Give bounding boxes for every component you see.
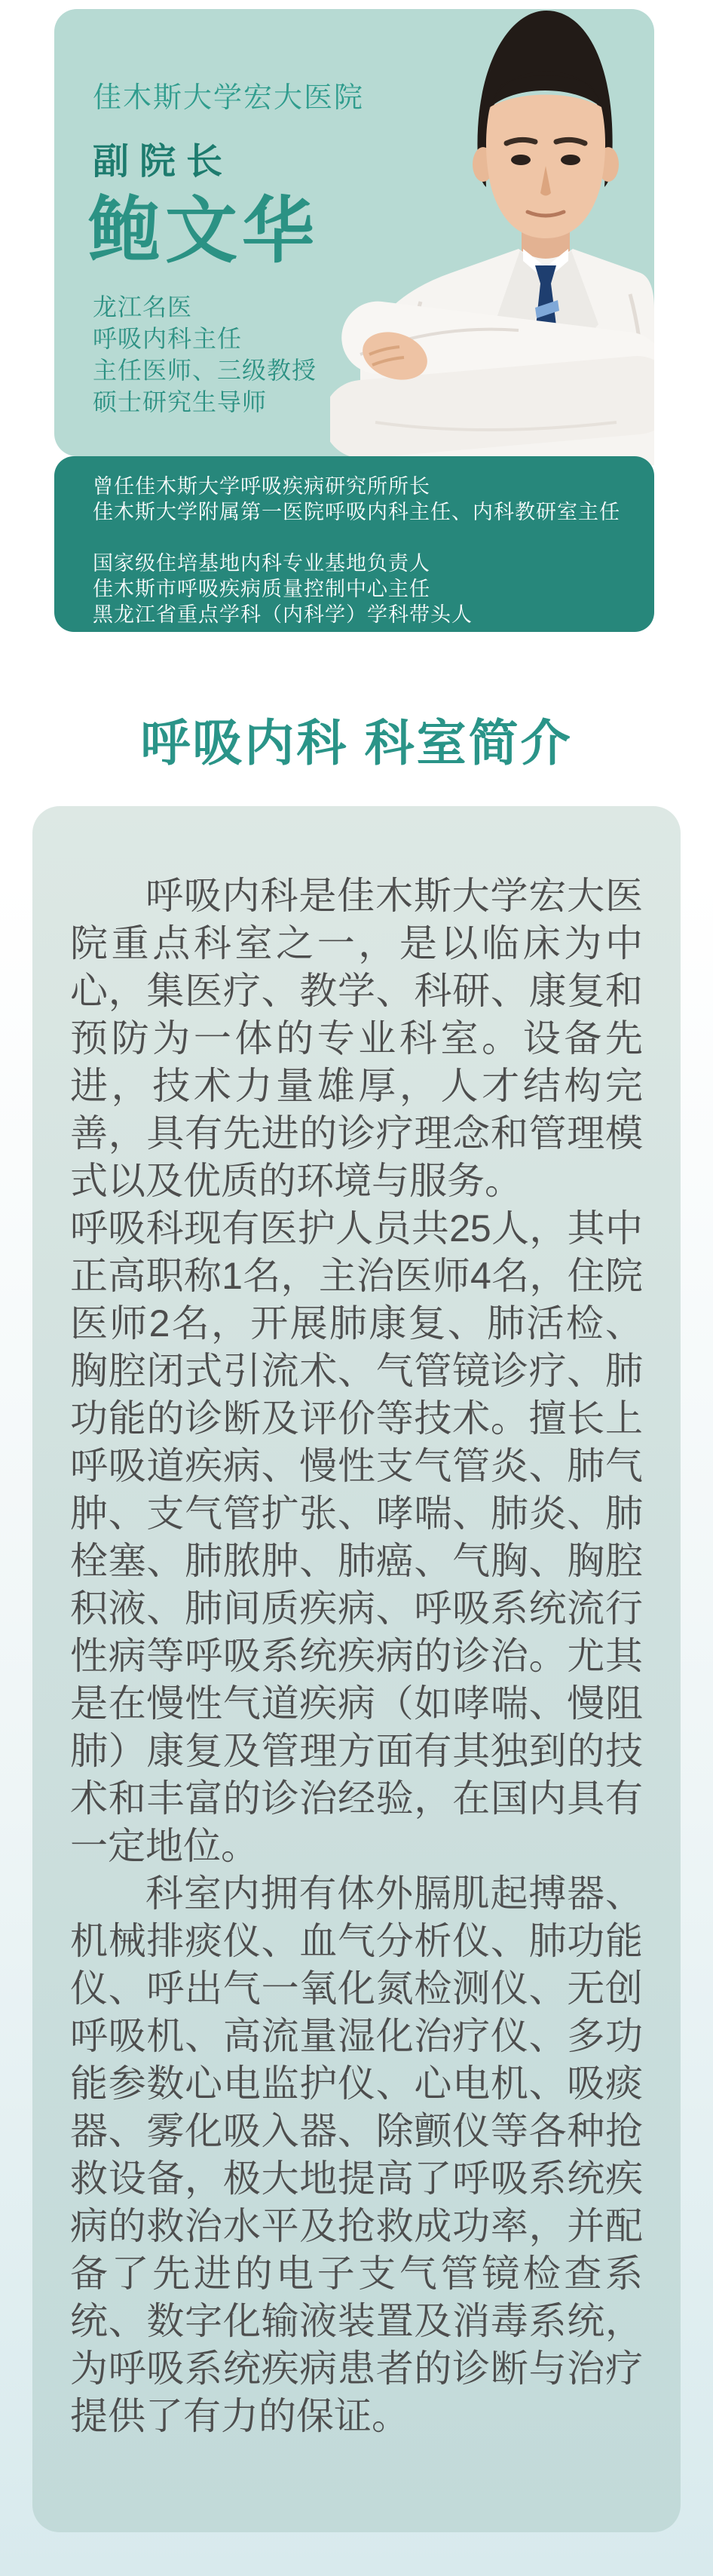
section-title: 呼吸内科 科室简介 <box>140 715 573 771</box>
department-intro-card <box>32 806 681 2532</box>
doctor-profile-card <box>54 9 654 456</box>
achievements-group-past <box>93 474 624 525</box>
achievement-line: 黑龙江省重点学科（内科学）学科带头人 <box>93 603 473 626</box>
hospital-name: 佳木斯大学宏大医院 <box>93 82 365 114</box>
achievement-line: 国家级住培基地内科专业基地负责人 <box>93 552 430 575</box>
intro-paragraph: 科室内拥有体外膈肌起搏器、机械排痰仪、血气分析仪、肺功能仪、呼出气一氧化氮检测仪、无创呼吸机、高流量湿化治疗仪、多功能参数心电监护仪、心电机、吸痰器、雾化吸入器、除颤仪等各种抢救设备，极大地提高了呼吸系统疾病的救治水平及抢救成功率，并配备了先进的电子支气管镜检查系统、数字化输液装置及消毒系统，为呼吸系统疾病患者的诊断与治疗提供了有力的保证。 <box>70 1872 643 2437</box>
achievement-line: 曾任佳木斯大学呼吸疾病研究所所长 <box>93 475 430 498</box>
doctor-name: 鲍文华 <box>88 191 319 271</box>
doctor-photo-illustration <box>330 0 654 465</box>
achievements-panel <box>54 456 654 632</box>
credentials-list <box>93 291 317 418</box>
intro-paragraph: 呼吸科现有医护人员共25人，其中正高职称1名，主治医师4名，住院医师2名，开展肺康复、肺活检、胸腔闭式引流术、气管镜诊疗、肺功能的诊断及评价等技术。擅长上呼吸道疾病、慢性支气管炎、肺气肿、支气管扩张、哮喘、肺炎、肺栓塞、肺脓肿、肺癌、气胸、胸腔积液、肺间质疾病、呼吸系统流行性病等呼吸系统疾病的诊治。尤其是在慢性气道疾病（如哮喘、慢阻肺）康复及管理方面有其独到的技术和丰富的诊治经验，在国内具有一定地位。 <box>70 1207 643 1867</box>
intro-paragraph: 呼吸内科是佳木斯大学宏大医院重点科室之一，是以临床为中心，集医疗、教学、科研、康复和预防为一体的专业科室。设备先进，技术力量雄厚，人才结构完善，具有先进的诊疗理念和管理模式以及优质的环境与服务。 <box>70 875 643 1202</box>
achievements-group-current <box>93 550 624 627</box>
doctor-photo <box>330 0 654 465</box>
credential-item: 硕士研究生导师 <box>93 388 268 416</box>
position-title: 副院长 <box>93 142 234 182</box>
credential-item: 呼吸内科主任 <box>93 325 243 352</box>
credential-item: 龙江名医 <box>93 293 193 320</box>
achievement-line: 佳木斯市呼吸疾病质量控制中心主任 <box>93 578 430 600</box>
achievement-line: 佳木斯大学附属第一医院呼吸内科主任、内科教研室主任 <box>93 501 620 523</box>
credential-item: 主任医师、三级教授 <box>93 357 317 384</box>
